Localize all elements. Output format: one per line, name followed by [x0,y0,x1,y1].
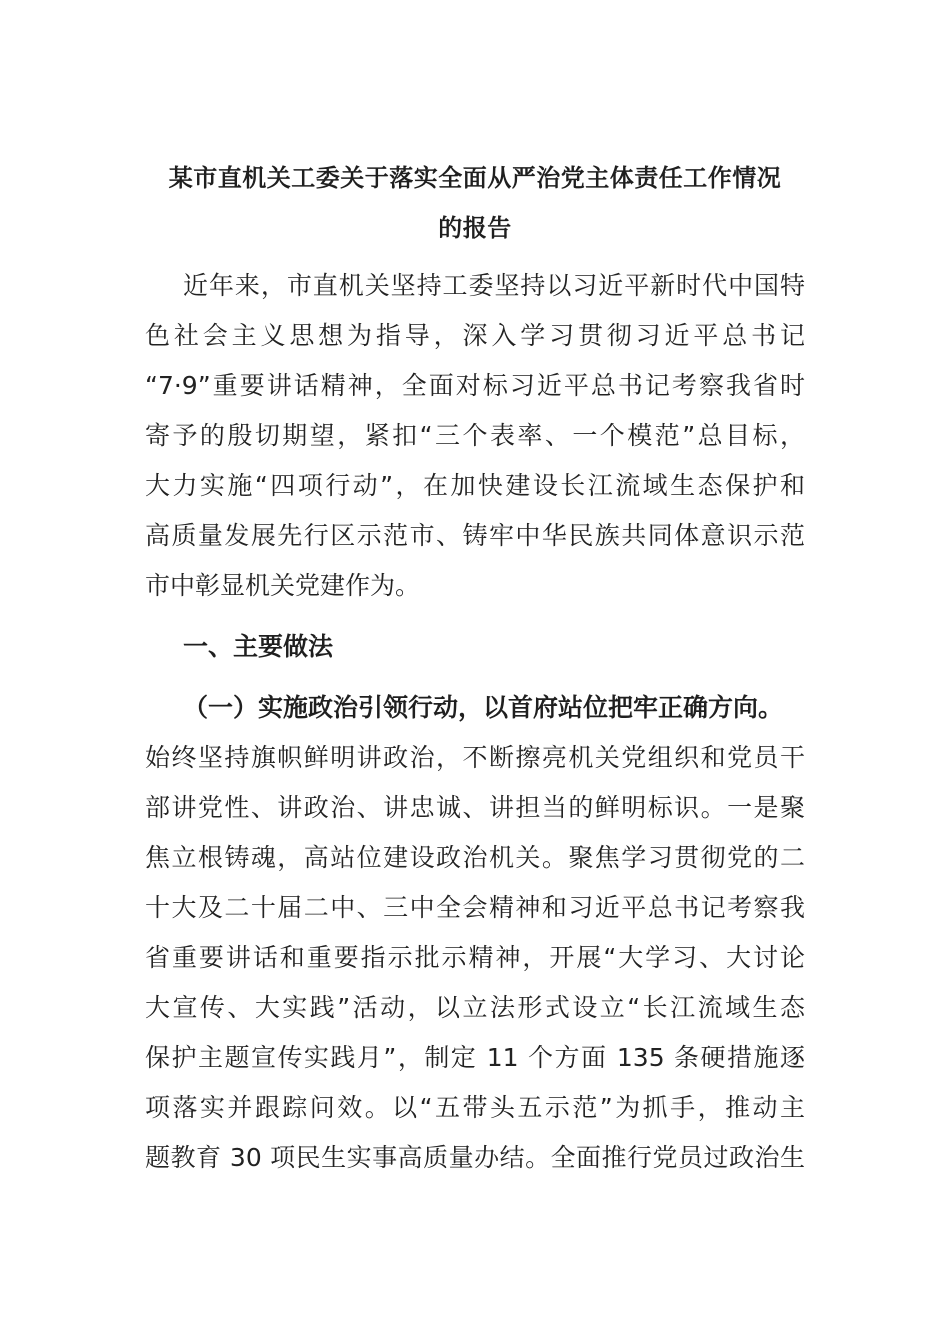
document-title-line-2: 的报告 [438,214,512,242]
body-paragraph-line: 十大及二十届二中、三中全会精神和习近平总书记考察我 [145,893,805,922]
body-paragraph-line: 题教育 30 项民生实事高质量办结。全面推行党员过政治生 [145,1143,805,1172]
intro-paragraph-line: 市中彰显机关党建作为。 [145,571,421,600]
intro-paragraph-line: 近年来，市直机关坚持工委坚持以习近平新时代中国特 [183,271,805,300]
subsection-heading: （一）实施政治引领行动，以首府站位把牢正确方向。 [183,693,784,722]
intro-paragraph-line: 寄予的殷切期望，紧扣“三个表率、一个模范”总目标， [145,421,805,450]
body-paragraph-line: 省重要讲话和重要指示批示精神，开展“大学习、大讨论 [145,943,805,972]
document-title-line-1: 某市直机关工委关于落实全面从严治党主体责任工作情况 [168,164,782,192]
body-paragraph-line: 项落实并跟踪问效。以“五带头五示范”为抓手，推动主 [145,1093,805,1122]
intro-paragraph-line: 大力实施“四项行动”，在加快建设长江流域生态保护和 [145,471,805,500]
intro-paragraph-line: 高质量发展先行区示范市、铸牢中华民族共同体意识示范 [145,521,805,550]
body-paragraph-line: 焦立根铸魂，高站位建设政治机关。聚焦学习贯彻党的二 [145,843,805,872]
body-paragraph-line: 大宣传、大实践”活动，以立法形式设立“长江流域生态 [145,993,805,1022]
body-paragraph-line: 保护主题宣传实践月”，制定 11 个方面 135 条硬措施逐 [145,1043,805,1072]
section-heading: 一、主要做法 [183,632,334,661]
intro-paragraph-line: 色社会主义思想为指导，深入学习贯彻习近平总书记 [145,321,805,350]
body-paragraph-line: 始终坚持旗帜鲜明讲政治，不断擦亮机关党组织和党员干 [145,743,805,772]
body-paragraph-line: 部讲党性、讲政治、讲忠诚、讲担当的鲜明标识。一是聚 [145,793,805,822]
intro-paragraph-line: “7·9”重要讲话精神，全面对标习近平总书记考察我省时 [145,371,805,400]
